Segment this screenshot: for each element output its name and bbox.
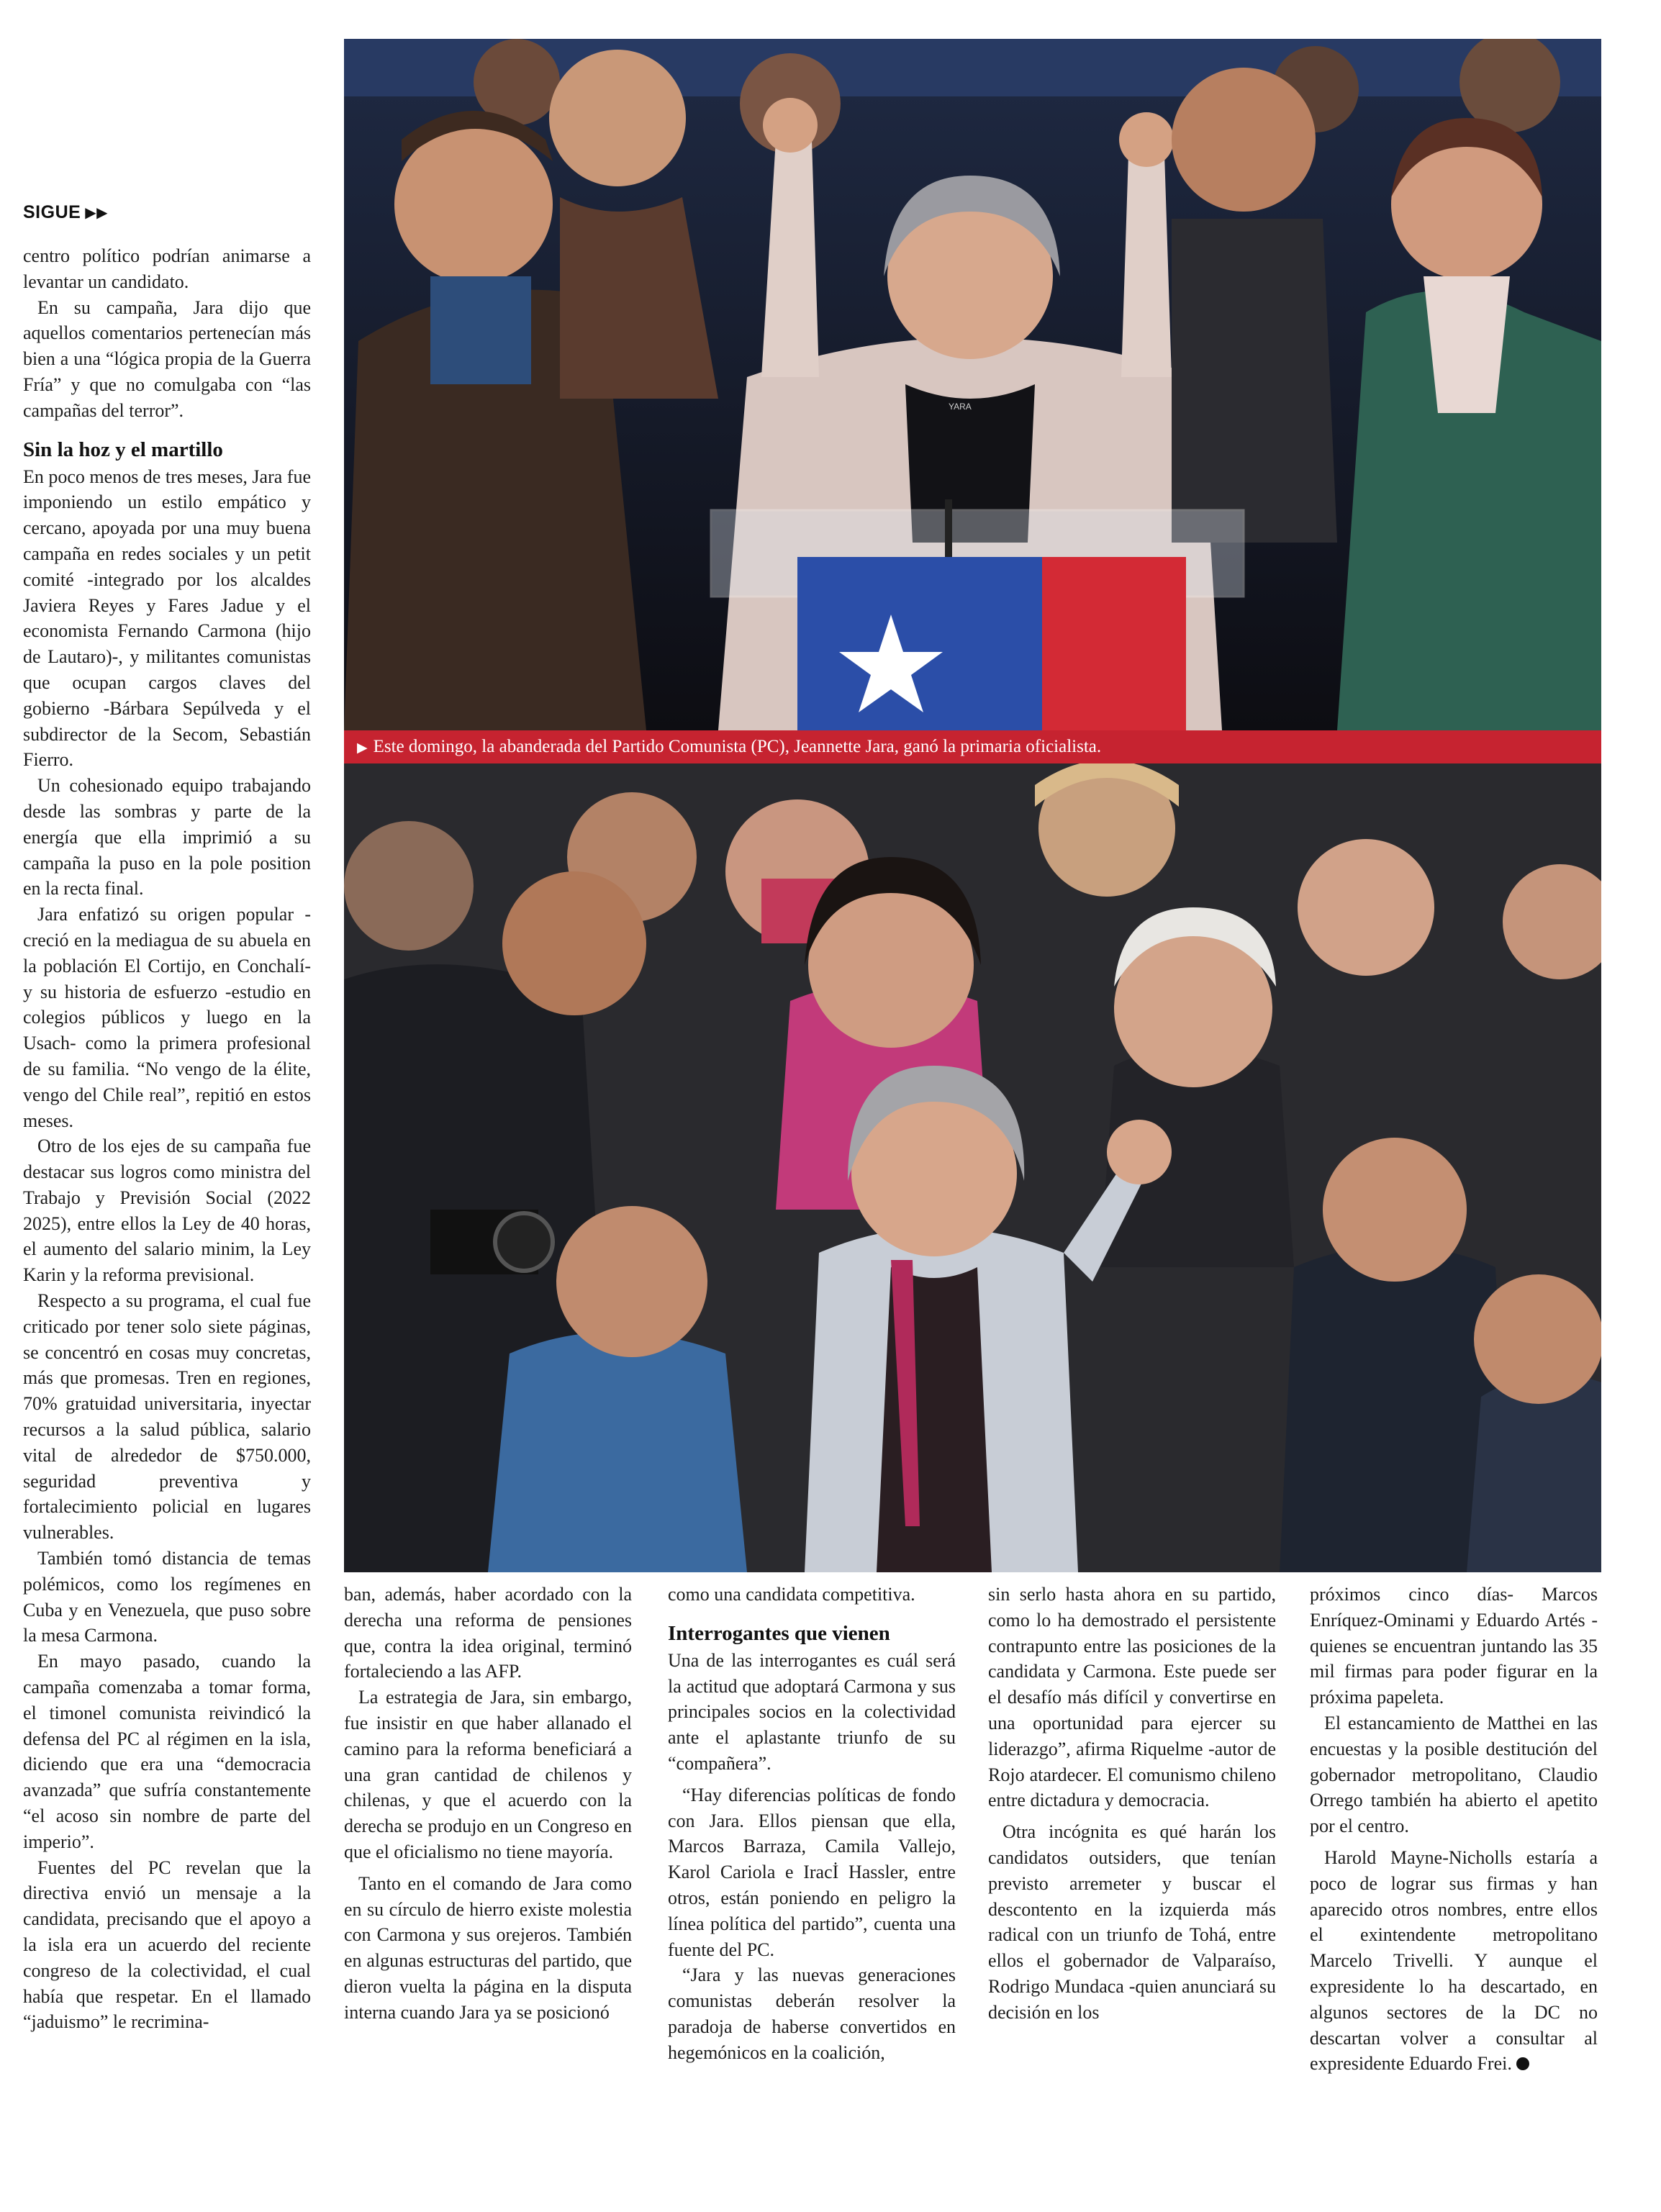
caption-arrow-icon: ▶ (357, 740, 368, 756)
paragraph: Jara enfatizó su origen popular -creció en la mediagua de su abuela en la población El Cortijo, en Conchalí- y su historia de esfuerzo -estudio en colegios públicos y luego en la Usach- como la primera profesional de su familia. “No vengo de la élite, vengo del Chile real”, repitió en estos meses. (23, 904, 311, 1131)
paragraph: Una de las interrogantes es cuál será la actitud que adoptará Carmona y sus principales socios en la colectividad ante el aplastante triunfo de su “compañera”. (668, 1649, 956, 1774)
name-badge-text: YARA (949, 402, 972, 412)
paragraph: Tanto en el comando de Jara como en su círculo de hierro existe molestia con Carmona y sus orejeros. También en algunas estructuras del partido, que dieron vuelta la página en la disputa interna cuando Jara ya se posicionó (344, 1872, 632, 2023)
section-heading: Interrogantes que vienen (668, 1621, 890, 1645)
photo-crowd-greeting-illustration (344, 763, 1601, 1572)
continued-label: SIGUE (23, 202, 81, 222)
paragraph: centro político podrían animarse a levantar un candidato. (23, 245, 311, 292)
column-4 (988, 1582, 1276, 2026)
column-2 (344, 1582, 632, 2026)
paragraph: El estancamiento de Matthei en las encuestas y la posible destitución del gobernador metropolitano, Claudio Orrego también ha abierto el apetito por el centro. (1310, 1712, 1598, 1837)
double-arrow-icon: ▶▶ (85, 205, 109, 221)
photo-caption (344, 730, 1601, 763)
photo-victory-stage-illustration (344, 39, 1601, 730)
paragraph: próximos cinco días- Marcos Enríquez-Ominami y Eduardo Artés -quienes se encuentran juntando las 35 mil firmas para poder figurar en la próxima papeleta. (1310, 1584, 1598, 1708)
end-of-article-icon (1516, 2057, 1529, 2070)
paragraph: En poco menos de tres meses, Jara fue imponiendo un estilo empático y cercano, apoyada por una muy buena campaña en redes sociales y un petit comité -integrado por los alcaldes Javiera Reyes y Fares Jadue y el economista Fernando Carmona (hijo de Lautaro)-, y militantes comunistas que ocupan cargos claves del gobierno -Bárbara Sepúlveda y el subdirector de la Secom, Sebastián Fierro. (23, 466, 311, 771)
paragraph: Un cohesionado equipo trabajando desde las sombras y parte de la energía que ella imprimió a su campaña la puso en la pole position en la recta final. (23, 775, 311, 899)
paragraph: Otro de los ejes de su campaña fue destacar sus logros como ministra del Trabajo y Previsión Social (2022 2025), entre ellos la Ley de 40 horas, el aumento del salario minim, la Ley Karin y la reforma previsional. (23, 1136, 311, 1286)
paragraph-text: Harold Mayne-Nicholls estaría a poco de lograr sus firmas y han aparecido otros nombres, entre ellos el exintendente metropolitano Marcelo Trivelli. Y aunque el expresidente lo ha descartado, en algunos sectores de la DC no descartan volver a consultar al expresidente Eduardo Frei. (1310, 1846, 1598, 2075)
paragraph: La estrategia de Jara, sin embargo, fue insistir en que haber allanado el camino para la reforma beneficiará a una gran cantidad de chilenos y chilenas, y que el acuerdo con la derecha se produjo en un Congreso en que el oficialismo no tiene mayoría. (344, 1687, 632, 1862)
paragraph: sin serlo hasta ahora en su partido, como lo ha demostrado el persistente contrapunto entre las posiciones de la candidata y Carmona. Este puede ser el desafío más difícil y convertirse en una oportunidad para ejercer su liderazgo”, afirma Riquelme -autor de Rojo atardecer. El comunismo chileno entre dictadura y democracia. (988, 1584, 1276, 1811)
photo-victory-stage (344, 39, 1601, 730)
photo-crowd-greeting (344, 763, 1601, 1572)
paragraph: Respecto a su programa, el cual fue criticado por tener solo siete páginas, se concentró en cosas muy concretas, más que promesas. Tren en regiones, 70% gratuidad universitaria, inyectar recursos a la salud pública, salario vital de alrededor de $750.000, seguridad preventiva y fortalecimiento policial en lugares vulnerables. (23, 1290, 311, 1544)
paragraph: como una candidata competitiva. (668, 1584, 915, 1605)
paragraph: También tomó distancia de temas polémicos, como los regímenes en Cuba y en Venezuela, que puso sobre la mesa Carmona. (23, 1548, 311, 1646)
paragraph: En su campaña, Jara dijo que aquellos comentarios pertenecían más bien a una “lógica propia de la Guerra Fría” y que no comulgaba con “las campañas del terror”. (23, 296, 311, 421)
paragraph: Otra incógnita es qué harán los candidatos outsiders, que tenían previsto arremeter y buscar el descontento en la izquierda más radical con un triunfo de Tohá, entre ellos el gobernador de Valparaíso, Rodrigo Mundaca -quien anunciará su decisión en los (988, 1821, 1276, 2023)
column-3 (668, 1582, 956, 2066)
paragraph: Fuentes del PC revelan que la directiva envió un mensaje a la candidata, precisando que el apoyo a la isla era un acuerdo del reciente congreso de la colectividad, el cual había que respetar. En el llamado “jaduismo” le recrimina- (23, 1857, 311, 2033)
paragraph: En mayo pasado, cuando la campaña comenzaba a tomar forma, el timonel comunista reivindicó la defensa del PC al régimen en la isla, diciendo que era una “democracia avanzada” que sufría constantemente “el acoso sin nombre de parte del imperio”. (23, 1651, 311, 1852)
continued-marker (23, 202, 108, 223)
column-1 (23, 243, 311, 2035)
section-heading: Sin la hoz y el martillo (23, 438, 223, 461)
paragraph: “Jara y las nuevas generaciones comunistas deberán resolver la paradoja de haberse convertidos en hegemónicos en la coalición, (668, 1964, 956, 2063)
column-5 (1310, 1582, 1598, 2077)
caption-text: Este domingo, la abanderada del Partido Comunista (PC), Jeannette Jara, ganó la primaria oficialista. (373, 737, 1102, 756)
paragraph: ban, además, haber acordado con la derecha una reforma de pensiones que, contra la idea original, terminó fortaleciendo a las AFP. (344, 1584, 632, 1682)
paragraph (1310, 1845, 1598, 2077)
paragraph: “Hay diferencias políticas de fondo con Jara. Ellos piensan que ella, Marcos Barraza, Camila Vallejo, Karol Cariola e Iracİ Hassler, entre otros, están poniendo en peligro la línea política del partido”, cuenta una fuente del PC. (668, 1784, 956, 1960)
